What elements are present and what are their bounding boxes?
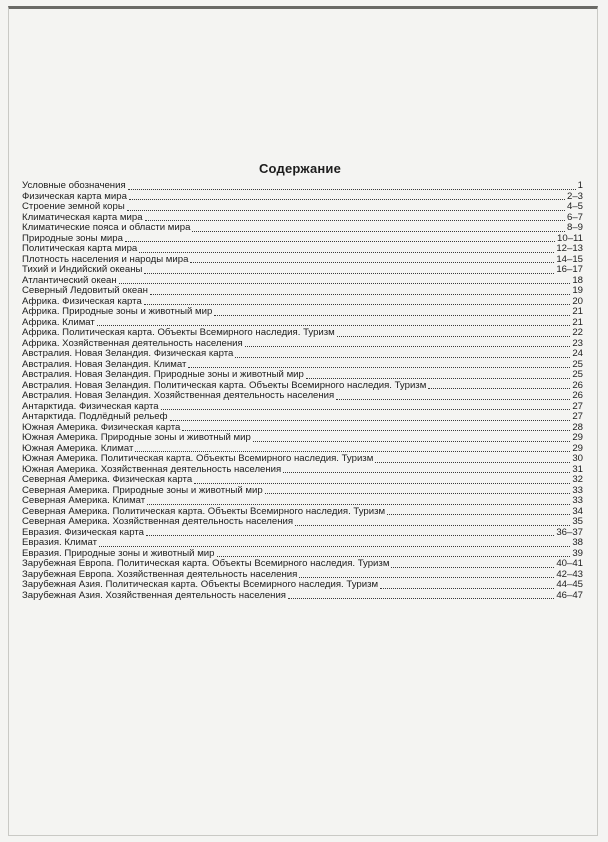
toc-entry-label: Северная Америка. Хозяйственная деятельность населения [22, 516, 294, 527]
dot-leader [253, 441, 570, 442]
toc-entry-page: 38 [572, 537, 583, 548]
dot-leader [265, 493, 571, 494]
toc-entry [22, 265, 583, 276]
toc-entry-label: Южная Америка. Хозяйственная деятельность населения [22, 463, 282, 475]
toc-entry-page: 25 [572, 358, 583, 370]
dot-leader [283, 472, 570, 473]
dot-leader [145, 220, 565, 221]
toc-entry-label: Африка. Хозяйственная деятельность населения [22, 337, 243, 349]
toc-entry-label: Атлантический океан [22, 274, 117, 286]
toc-entry [22, 202, 583, 213]
toc-entry-label: Африка. Природные зоны и животный мир [22, 306, 213, 317]
dot-leader [128, 189, 576, 190]
toc-entry-label: Зарубежная Европа. Хозяйственная деятельность населения [22, 568, 298, 580]
toc-entry-label: Австралия. Новая Зеландия. Физическая карта [22, 348, 234, 359]
dot-leader [119, 283, 571, 284]
dot-leader [337, 336, 571, 337]
page-title: Содержание [258, 161, 342, 176]
dot-leader [190, 262, 554, 263]
toc-entry-page: 29 [572, 432, 583, 443]
toc-entry-label: Евразия. Климат [22, 537, 98, 548]
dot-leader [182, 430, 570, 431]
toc-entry-page: 29 [572, 442, 583, 454]
toc-entry-page: 44–45 [556, 579, 583, 590]
toc-entry-page: 28 [572, 421, 583, 433]
toc-entry [22, 559, 583, 570]
toc-entry [22, 528, 583, 539]
toc-entry-page: 20 [572, 295, 583, 307]
toc-entry-page: 6–7 [566, 211, 583, 223]
toc-entry-page: 27 [572, 400, 583, 412]
dot-leader [217, 556, 571, 557]
toc-entry-label: Южная Америка. Природные зоны и животный мир [22, 432, 251, 443]
toc-entry-page: 46–47 [556, 589, 583, 601]
toc-entry-label: Антарктида. Физическая карта [22, 400, 159, 412]
dot-leader [139, 252, 554, 253]
toc-entry-page: 35 [572, 516, 583, 527]
toc-entry [22, 244, 583, 255]
toc-entry-page: 16–17 [556, 264, 583, 275]
toc-entry-label: Южная Америка. Физическая карта [22, 421, 181, 433]
dot-leader [375, 462, 570, 463]
toc-entry-label: Африка. Климат [22, 316, 95, 328]
toc-entry-label: Южная Америка. Климат [22, 442, 134, 454]
dot-leader [144, 273, 554, 274]
toc-entry-label: Зарубежная Европа. Политическая карта. Объекты Всемирного наследия. Туризм [22, 558, 390, 569]
toc-entry-page: 12–13 [556, 243, 583, 254]
toc-entry-label: Физическая карта мира [22, 190, 127, 202]
toc-entry-label: Природные зоны мира [22, 232, 123, 244]
toc-entry-page: 25 [572, 369, 583, 380]
toc-entry-page: 30 [572, 453, 583, 464]
dot-leader [135, 451, 570, 452]
dot-leader [214, 315, 570, 316]
dot-leader [125, 241, 555, 242]
toc-entry-label: Австралия. Новая Зеландия. Природные зоны и животный мир [22, 369, 304, 380]
toc-entry-page: 19 [572, 285, 583, 296]
toc-entry [22, 496, 583, 507]
toc-entry [22, 307, 583, 318]
dot-leader [295, 525, 570, 526]
toc-entry-label: Северный Ледовитый океан [22, 285, 148, 296]
toc-entry [22, 591, 583, 602]
toc-entry-page: 8–9 [566, 222, 583, 233]
toc-entry-page: 4–5 [566, 201, 583, 212]
toc-entry-page: 14–15 [556, 253, 583, 265]
toc-entry-page: 26 [572, 390, 583, 401]
dot-leader [428, 388, 570, 389]
dot-leader [235, 357, 570, 358]
toc-entry [22, 412, 583, 423]
toc-entry-page: 22 [572, 327, 583, 338]
toc-entry-label: Условные обозначения [22, 180, 126, 191]
toc-entry-label: Африка. Политическая карта. Объекты Всемирного наследия. Туризм [22, 327, 335, 338]
dot-leader [194, 483, 570, 484]
toc-entry-page: 42–43 [556, 568, 583, 580]
dot-leader [129, 199, 565, 200]
toc-entry-page: 31 [572, 463, 583, 475]
toc-entry-page: 36–37 [556, 526, 583, 538]
toc-entry [22, 328, 583, 339]
table-of-contents [22, 181, 583, 601]
toc-entry [22, 517, 583, 528]
toc-entry-page: 1 [577, 180, 583, 191]
toc-entry [22, 349, 583, 360]
toc-entry-label: Строение земной коры [22, 201, 125, 212]
toc-entry-label: Политическая карта мира [22, 243, 138, 254]
dot-leader [387, 514, 570, 515]
toc-entry-page: 23 [572, 337, 583, 349]
toc-entry-label: Зарубежная Азия. Хозяйственная деятельность населения [22, 589, 287, 601]
toc-entry-label: Климатические пояса и области мира [22, 222, 191, 233]
toc-entry [22, 181, 583, 192]
dot-leader [97, 325, 570, 326]
dot-leader [380, 588, 554, 589]
toc-entry-label: Тихий и Индийский океаны [22, 264, 143, 275]
toc-entry-label: Плотность населения и народы мира [22, 253, 189, 265]
toc-entry-page: 2–3 [566, 190, 583, 202]
toc-entry [22, 433, 583, 444]
toc-entry-page: 33 [572, 484, 583, 496]
toc-entry-page: 21 [572, 306, 583, 317]
toc-entry-page: 40–41 [556, 558, 583, 569]
toc-entry-page: 27 [572, 411, 583, 422]
toc-entry-label: Африка. Физическая карта [22, 295, 142, 307]
dot-leader [144, 304, 571, 305]
toc-entry-page: 34 [572, 505, 583, 517]
toc-entry-label: Зарубежная Азия. Политическая карта. Объекты Всемирного наследия. Туризм [22, 579, 379, 590]
dot-leader [192, 231, 565, 232]
toc-entry-label: Южная Америка. Политическая карта. Объекты Всемирного наследия. Туризм [22, 453, 374, 464]
toc-entry-page: 39 [572, 547, 583, 559]
dot-leader [147, 504, 570, 505]
dot-leader [299, 577, 554, 578]
toc-entry [22, 391, 583, 402]
toc-entry [22, 454, 583, 465]
toc-entry-label: Северная Америка. Физическая карта [22, 474, 193, 485]
toc-entry-label: Антарктида. Подлёдный рельеф [22, 411, 168, 422]
toc-entry-label: Австралия. Новая Зеландия. Хозяйственная деятельность населения [22, 390, 335, 401]
toc-entry-page: 24 [572, 348, 583, 359]
dot-leader [336, 399, 570, 400]
toc-entry [22, 223, 583, 234]
toc-entry-page: 10–11 [557, 232, 583, 244]
toc-entry-label: Австралия. Новая Зеландия. Климат [22, 358, 187, 370]
dot-leader [161, 409, 571, 410]
toc-entry [22, 475, 583, 486]
toc-entry [22, 580, 583, 591]
toc-entry-page: 32 [572, 474, 583, 485]
toc-entry-page: 26 [572, 379, 583, 391]
toc-entry-label: Климатическая карта мира [22, 211, 143, 223]
dot-leader [288, 598, 554, 599]
dot-leader [188, 367, 570, 368]
dot-leader [245, 346, 571, 347]
toc-entry-page: 33 [572, 495, 583, 506]
toc-entry-label: Евразия. Природные зоны и животный мир [22, 547, 215, 559]
toc-entry [22, 286, 583, 297]
toc-entry-label: Северная Америка. Природные зоны и животный мир [22, 484, 263, 496]
dot-leader [391, 567, 554, 568]
toc-entry [22, 370, 583, 381]
toc-entry-label: Австралия. Новая Зеландия. Политическая карта. Объекты Всемирного наследия. Туризм [22, 379, 427, 391]
toc-entry-label: Евразия. Физическая карта [22, 526, 144, 538]
dot-leader [99, 546, 570, 547]
dot-leader [170, 420, 571, 421]
dot-leader [306, 378, 570, 379]
dot-leader [146, 535, 554, 536]
toc-entry-page: 21 [572, 316, 583, 328]
toc-entry-label: Северная Америка. Политическая карта. Объекты Всемирного наследия. Туризм [22, 505, 386, 517]
toc-entry-label: Северная Америка. Климат [22, 495, 146, 506]
toc-entry [22, 538, 583, 549]
toc-entry-page: 18 [572, 274, 583, 286]
dot-leader [150, 294, 570, 295]
dot-leader [127, 210, 565, 211]
